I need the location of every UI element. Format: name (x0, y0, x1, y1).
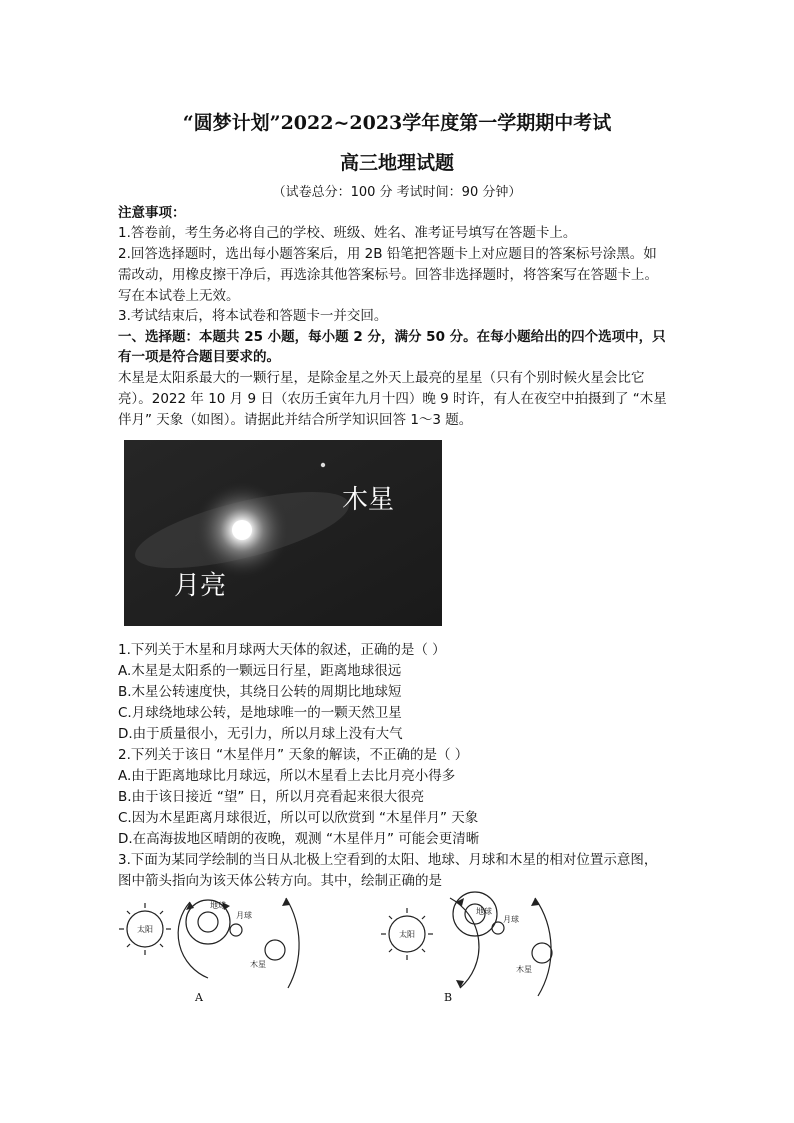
jupiter-dot (321, 463, 325, 467)
section-heading: 一、选择题：本题共 25 小题，每小题 2 分，满分 50 分。在每小题给出的四个选项中，只 (118, 329, 666, 345)
jupiter-orbit-arc (535, 898, 551, 996)
question-3-stem-cont: 图中箭头指向为该天体公转方向。其中，绘制正确的是 (118, 873, 442, 889)
sun-label: 太阳 (137, 925, 153, 934)
jupiter-symbol (265, 940, 285, 960)
question-2-stem: 2.下列关于该日 “木星伴月” 天象的解读，不正确的是（ ） (118, 747, 469, 763)
notice-line: 1.答卷前，考生务必将自己的学校、班级、姓名、准考证号填写在答题卡上。 (118, 225, 577, 241)
photo-label-moon: 月亮 (174, 571, 227, 601)
question-1-stem: 1.下列关于木星和月球两大天体的叙述，正确的是（ ） (118, 642, 446, 658)
earth-label: 地球 (476, 907, 492, 916)
q1-option-c: C.月球绕地球公转，是地球唯一的一颗天然卫星 (118, 705, 402, 721)
intro-text: 伴月” 天象（如图）。请据此并结合所学知识回答 1～3 题。 (118, 412, 473, 428)
moon-disc (232, 520, 252, 540)
diagram-b (380, 888, 580, 1008)
earth-symbol (198, 912, 218, 932)
moon-label: 月球 (503, 915, 519, 924)
exam-meta: （试卷总分：100 分 考试时间：90 分钟） (272, 185, 522, 200)
q1-option-a: A.木星是太阳系的一颗远日行星，距离地球很远 (118, 663, 402, 679)
q2-option-a: A.由于距离地球比月球远，所以木星看上去比月亮小得多 (118, 768, 456, 784)
earth-label: 地球 (210, 901, 226, 910)
moon-symbol (230, 924, 242, 936)
sun-label: 太阳 (399, 930, 415, 939)
notice-line: 2.回答选择题时，选出每小题答案后，用 2B 铅笔把答题卡上对应题目的答案标号涂黑。如 (118, 246, 657, 262)
jupiter-label: 木星 (250, 960, 266, 969)
jupiter-moon-photo (124, 440, 442, 626)
q1-option-b: B.木星公转速度快，其绕日公转的周期比地球短 (118, 684, 402, 700)
moon-label: 月球 (236, 911, 252, 920)
q2-option-c: C.因为木星距离月球很近，所以可以欣赏到 “木星伴月” 天象 (118, 810, 479, 826)
photo-label-jupiter: 木星 (342, 485, 395, 515)
exam-title: “圆梦计划”2022~2023学年度第一学期期中考试 (182, 112, 612, 134)
diagram-letter: B (444, 991, 453, 1004)
question-3-stem: 3.下面为某同学绘制的当日从北极上空看到的太阳、地球、月球和木星的相对位置示意图， (118, 852, 658, 868)
earth-orbit-arrow (456, 980, 464, 988)
diagram-letter: A (195, 991, 203, 1004)
q2-option-b: B.由于该日接近 “望” 日，所以月亮看起来很大很亮 (118, 789, 425, 805)
jupiter-symbol (532, 943, 552, 963)
intro-text: 木星是太阳系最大的一颗行星，是除金星之外天上最亮的星星（只有个别时候火星会比它 (118, 370, 645, 386)
jupiter-label: 木星 (516, 965, 532, 974)
intro-text: 亮）。2022 年 10 月 9 日（农历壬寅年九月十四）晚 9 时许，有人在夜空中拍摄到了 “木星 (118, 391, 667, 407)
earth-orbit-arc (450, 898, 479, 988)
notice-line: 需改动，用橡皮擦干净后，再选涂其他答案标号。回答非选择题时，将答案写在答题卡上。 (118, 267, 658, 283)
q2-option-d: D.在高海拔地区晴朗的夜晚，观测 “木星伴月” 可能会更清晰 (118, 831, 480, 847)
q1-option-d: D.由于质量很小，无引力，所以月球上没有大气 (118, 726, 403, 742)
notice-heading: 注意事项： (118, 205, 186, 221)
section-heading-cont: 有一项是符合题目要求的。 (118, 349, 280, 365)
diagram-a (118, 888, 318, 1008)
notice-line: 3.考试结束后，将本试卷和答题卡一并交回。 (118, 308, 388, 324)
jupiter-orbit-arc (286, 898, 299, 988)
exam-subtitle: 高三地理试题 (339, 152, 454, 174)
notice-line: 写在本试卷上无效。 (118, 288, 240, 304)
